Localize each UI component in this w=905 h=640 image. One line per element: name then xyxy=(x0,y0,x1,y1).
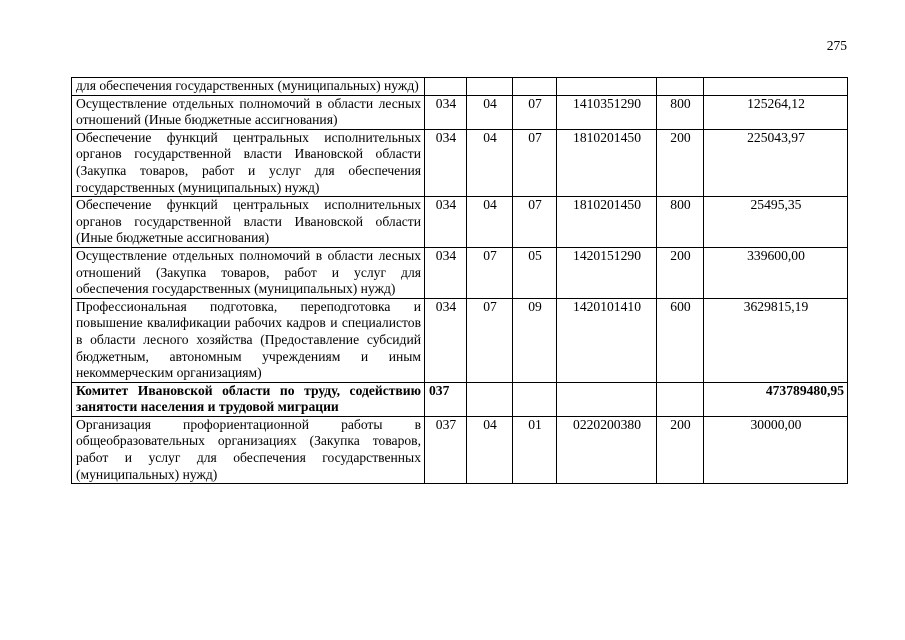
row-amount xyxy=(704,78,848,96)
row-amount: 30000,00 xyxy=(704,416,848,483)
row-expense-type: 200 xyxy=(657,247,704,298)
row-expense-type: 800 xyxy=(657,197,704,248)
row-ministry-code: 034 xyxy=(425,197,467,248)
row-target-article: 1420151290 xyxy=(557,247,657,298)
row-section-code: 07 xyxy=(467,247,513,298)
row-description: Осуществление отдельных полномочий в области лесных отношений (Закупка товаров, работ и услуг для обеспечения государственных (муниципальных) нужд) xyxy=(72,247,425,298)
table-row xyxy=(72,78,848,96)
row-expense-type: 200 xyxy=(657,416,704,483)
row-target-article: 1420101410 xyxy=(557,298,657,382)
row-target-article: 1410351290 xyxy=(557,95,657,129)
row-section-code: 04 xyxy=(467,416,513,483)
row-description: Комитет Ивановской области по труду, содействию занятости населения и трудовой миграции xyxy=(72,382,425,416)
row-description: Профессиональная подготовка, переподготовка и повышение квалификации рабочих кадров и специалистов в области лесного хозяйства (Предоставление субсидий бюджетным, автономным учреждениям и иным некоммерческим организациям) xyxy=(72,298,425,382)
page-number: 275 xyxy=(826,38,847,53)
row-ministry-code xyxy=(425,78,467,96)
row-amount: 473789480,95 xyxy=(704,382,848,416)
row-amount: 3629815,19 xyxy=(704,298,848,382)
row-subsection-code: 01 xyxy=(513,416,557,483)
table-row xyxy=(72,95,848,129)
row-amount: 339600,00 xyxy=(704,247,848,298)
row-subsection-code xyxy=(513,78,557,96)
row-subsection-code: 09 xyxy=(513,298,557,382)
row-subsection-code: 07 xyxy=(513,95,557,129)
row-target-article xyxy=(557,78,657,96)
budget-table xyxy=(71,77,848,484)
row-ministry-code: 034 xyxy=(425,247,467,298)
row-target-article: 1810201450 xyxy=(557,197,657,248)
row-ministry-code: 037 xyxy=(425,382,467,416)
row-target-article: 1810201450 xyxy=(557,129,657,196)
row-section-code: 04 xyxy=(467,95,513,129)
row-ministry-code: 034 xyxy=(425,298,467,382)
row-section-code: 04 xyxy=(467,129,513,196)
table-row xyxy=(72,129,848,196)
table-row xyxy=(72,247,848,298)
row-section-code xyxy=(467,78,513,96)
row-target-article: 0220200380 xyxy=(557,416,657,483)
row-amount: 225043,97 xyxy=(704,129,848,196)
row-ministry-code: 037 xyxy=(425,416,467,483)
row-ministry-code: 034 xyxy=(425,129,467,196)
row-amount: 25495,35 xyxy=(704,197,848,248)
row-description: Организация профориентационной работы в общеобразовательных организациях (Закупка товаров, работ и услуг для обеспечения государственных (муниципальных) нужд) xyxy=(72,416,425,483)
row-section-code xyxy=(467,382,513,416)
row-target-article xyxy=(557,382,657,416)
row-subsection-code: 07 xyxy=(513,197,557,248)
row-amount: 125264,12 xyxy=(704,95,848,129)
row-expense-type xyxy=(657,78,704,96)
table-row xyxy=(72,416,848,483)
table-row xyxy=(72,382,848,416)
row-section-code: 04 xyxy=(467,197,513,248)
row-subsection-code: 07 xyxy=(513,129,557,196)
row-subsection-code xyxy=(513,382,557,416)
row-expense-type: 600 xyxy=(657,298,704,382)
row-description: Осуществление отдельных полномочий в области лесных отношений (Иные бюджетные ассигнования) xyxy=(72,95,425,129)
row-ministry-code: 034 xyxy=(425,95,467,129)
table-row xyxy=(72,197,848,248)
row-expense-type: 800 xyxy=(657,95,704,129)
row-expense-type: 200 xyxy=(657,129,704,196)
row-description: Обеспечение функций центральных исполнительных органов государственной власти Ивановской области (Иные бюджетные ассигнования) xyxy=(72,197,425,248)
row-subsection-code: 05 xyxy=(513,247,557,298)
row-expense-type xyxy=(657,382,704,416)
row-description: Обеспечение функций центральных исполнительных органов государственной власти Ивановской области (Закупка товаров, работ и услуг для обеспечения государственных (муниципальных) нужд) xyxy=(72,129,425,196)
table-row xyxy=(72,298,848,382)
row-description: для обеспечения государственных (муниципальных) нужд) xyxy=(72,78,425,96)
row-section-code: 07 xyxy=(467,298,513,382)
